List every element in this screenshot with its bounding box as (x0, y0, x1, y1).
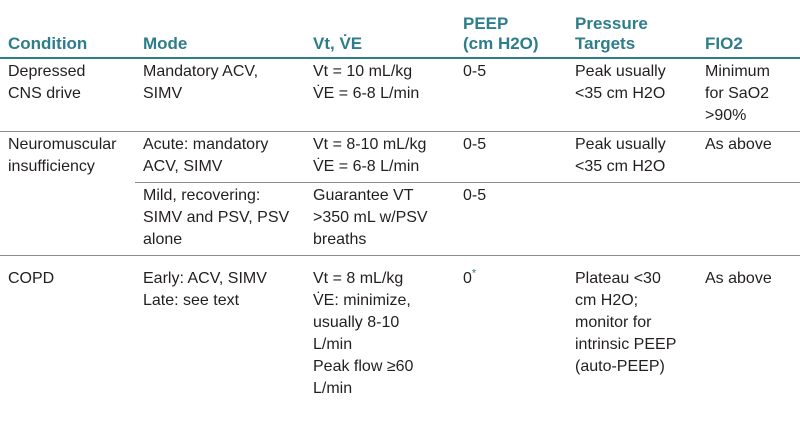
mode-cell: Mild, recovering: SIMV and PSV, PSV alone (135, 183, 305, 256)
peep-header: PEEP (cm H2O) (455, 14, 567, 58)
table-row (0, 256, 800, 405)
fio2-cell: As above (697, 132, 800, 183)
condition-cell: Neuromuscular insufficiency (0, 132, 135, 256)
fio2-cell: Minimum for SaO2 >90% (705, 63, 770, 124)
ventilation-settings-table (0, 14, 800, 404)
peep-cell: 0* (455, 256, 567, 405)
fio2-cell: As above (697, 256, 800, 405)
condition-header: Condition (0, 14, 135, 58)
table-row (0, 58, 800, 132)
pressure-targets-cell: Peak usually <35 cm H2O (567, 132, 697, 183)
pressure-targets-cell: Plateau <30 cm H2O; monitor for intrinsic PEEP (auto-PEEP) (567, 256, 697, 405)
mode-header: Mode (135, 14, 305, 58)
pressure-targets-header: Pressure Targets (567, 14, 697, 58)
pressure-targets-cell: Peak usually <35 cm H2O (575, 63, 666, 102)
peep-cell: 0-5 (455, 183, 567, 256)
peep-cell: 0-5 (455, 132, 567, 183)
mode-cell: Early: ACV, SIMV Late: see text (135, 256, 305, 405)
table-header-row (0, 14, 800, 58)
pressure-targets-cell (567, 183, 697, 256)
condition-cell: Depressed CNS drive (8, 63, 86, 102)
fio2-cell (697, 183, 800, 256)
vt-ve-header: Vt, V̇E (305, 14, 455, 58)
mode-cell: Mandatory ACV, SIMV (143, 63, 259, 102)
fio2-header: FIO2 (697, 14, 800, 58)
vt-ve-cell: Vt = 8 mL/kg V̇E: minimize, usually 8-10 L/min Peak flow ≥60 L/min (305, 256, 455, 405)
vt-ve-cell: Guarantee VT >350 mL w/PSV breaths (305, 183, 455, 256)
table-row (0, 132, 800, 183)
condition-cell: COPD (0, 256, 135, 405)
footnote-asterisk: * (471, 267, 477, 280)
mode-cell: Acute: mandatory ACV, SIMV (135, 132, 305, 183)
vt-ve-cell: Vt = 10 mL/kg V̇E = 6-8 L/min (313, 63, 420, 102)
vt-ve-cell: Vt = 8-10 mL/kg V̇E = 6-8 L/min (305, 132, 455, 183)
peep-cell: 0-5 (463, 63, 487, 80)
